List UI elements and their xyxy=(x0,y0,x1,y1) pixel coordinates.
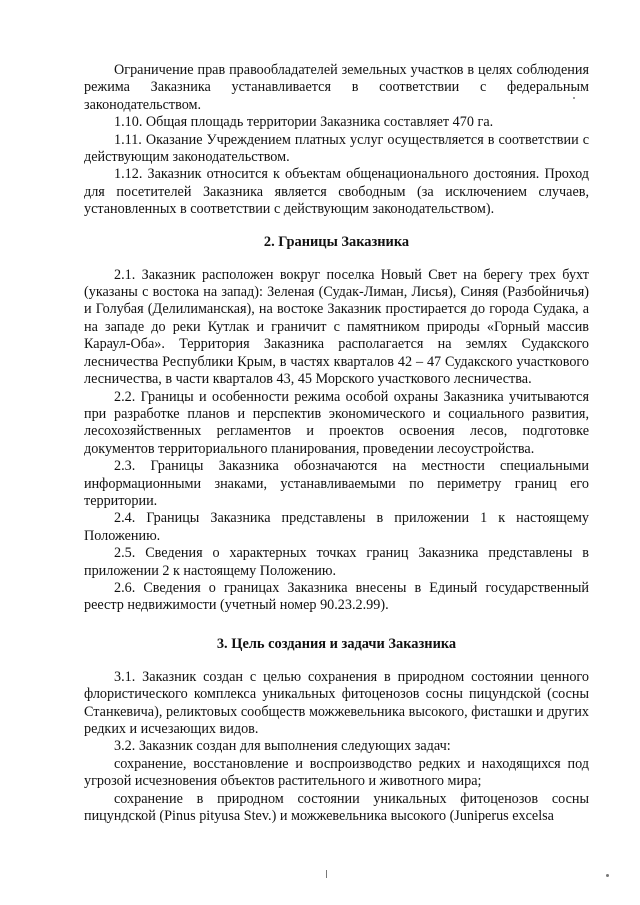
scan-speck xyxy=(326,870,327,878)
paragraph-3-2-a: сохранение, восстановление и воспроизводство редких и находящихся под угрозой исчезновения объектов растительного и животного мира; xyxy=(84,755,589,790)
paragraph-2-6: 2.6. Сведения о границах Заказника внесены в Единый государственный реестр недвижимости (учетный номер 90.23.2.99). xyxy=(84,579,589,614)
paragraph-1-12: 1.12. Заказник относится к объектам общенационального достояния. Проход для посетителей Заказника является свободным (за исключением случаев, установленных в соответствии с действующим законодательством). xyxy=(84,166,589,218)
paragraph-2-2: 2.2. Границы и особенности режима особой охраны Заказника учитываются при разработке планов и перспектив экономического и социального развития, лесохозяйственных регламентов и проектов освоения лесов, подготовке документов территориального планирования, проведении лесоустройства. xyxy=(84,388,589,457)
paragraph-2-5: 2.5. Сведения о характерных точках границ Заказника представлены в приложении 2 к настоящему Положению. xyxy=(84,545,589,579)
paragraph-2-3: 2.3. Границы Заказника обозначаются на местности специальными информационными знаками, устанавливаемыми по периметру границ его территории. xyxy=(84,458,589,509)
paragraph-3-1: 3.1. Заказник создан с целью сохранения в природном состоянии ценного флористического комплекса уникальных фитоценозов сосны пицундской (сосны Станкевича), реликтовых сообществ можжевельника высокого, фисташки и других редких и исчезающих видов. xyxy=(84,668,589,737)
scan-speck xyxy=(606,874,609,877)
scan-speck xyxy=(573,97,575,99)
paragraph-3-2: 3.2. Заказник создан для выполнения следующих задач: xyxy=(114,738,451,755)
paragraph-1-11: 1.11. Оказание Учреждением платных услуг осуществляется в соответствии с действующим законодательством. xyxy=(84,131,589,166)
paragraph-2-4: 2.4. Границы Заказника представлены в приложении 1 к настоящему Положению. xyxy=(84,510,589,544)
paragraph-1-9: Ограничение прав правообладателей земельных участков в целях соблюдения режима Заказника устанавливается в соответствии с федеральным законодательством. xyxy=(84,62,589,113)
paragraph-2-1: 2.1. Заказник расположен вокруг поселка Новый Свет на берегу трех бухт (указаны с востока на запад): Зеленая (Судак-Лиман, Лисья), Синяя (Разбойничья) и Голубая (Делилиманская), на востоке Заказник простирается до города Судака, а на западе до реки Кутлак и граничит с памятником природы «Горный массив Караул-Оба». Территория Заказника располагается на землях Судакского лесничества Республики Крым, в частях кварталов 42 – 47 Судакского участкового лесничества, в части кварталов 43, 45 Морского участкового лесничества. xyxy=(84,266,589,388)
paragraph-1-10: 1.10. Общая площадь территории Заказника составляет 470 га. xyxy=(114,114,494,131)
paragraph-3-2-b: сохранение в природном состоянии уникальных фитоценозов сосны пицундской (Pinus pityusa Stev.) и можжевельника высокого (Juniperus excelsa xyxy=(84,790,589,825)
section-2-heading: 2. Границы Заказника xyxy=(263,233,410,250)
section-3-heading: 3. Цель создания и задачи Заказника xyxy=(216,635,457,652)
document-body xyxy=(84,62,589,825)
